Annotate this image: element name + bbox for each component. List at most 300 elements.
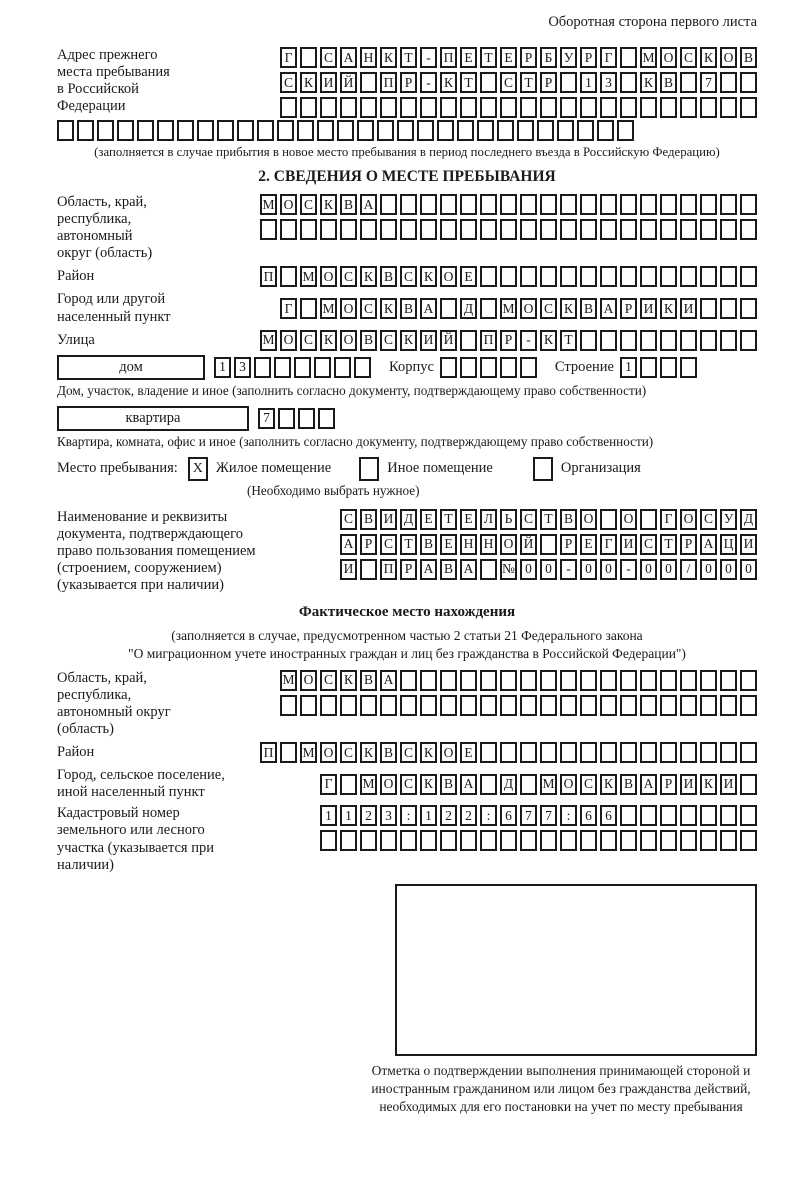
char-cell[interactable] xyxy=(520,97,537,118)
char-cell[interactable] xyxy=(320,219,337,240)
char-cell[interactable] xyxy=(278,408,295,429)
char-cell[interactable]: 7 xyxy=(258,408,275,429)
char-cell[interactable]: М xyxy=(280,670,297,691)
char-cell[interactable] xyxy=(700,97,717,118)
char-cell[interactable] xyxy=(380,830,397,851)
char-cell[interactable] xyxy=(680,72,697,93)
char-cell[interactable] xyxy=(560,742,577,763)
char-cell[interactable] xyxy=(420,670,437,691)
char-cell[interactable] xyxy=(720,298,737,319)
char-cell[interactable]: : xyxy=(560,805,577,826)
char-cell[interactable]: 6 xyxy=(580,805,597,826)
char-cell[interactable]: М xyxy=(300,742,317,763)
char-cell[interactable]: К xyxy=(320,330,337,351)
char-cell[interactable] xyxy=(720,219,737,240)
char-cell[interactable]: № xyxy=(500,559,517,580)
char-cell[interactable]: Ь xyxy=(500,509,517,530)
char-cell[interactable]: 0 xyxy=(540,559,557,580)
char-cell[interactable]: В xyxy=(400,298,417,319)
char-cell[interactable] xyxy=(740,805,757,826)
char-cell[interactable] xyxy=(560,830,577,851)
char-cell[interactable] xyxy=(700,219,717,240)
char-cell[interactable] xyxy=(640,695,657,716)
char-cell[interactable] xyxy=(660,266,677,287)
char-cell[interactable]: В xyxy=(620,774,637,795)
char-cell[interactable] xyxy=(460,695,477,716)
char-cell[interactable]: К xyxy=(400,330,417,351)
char-cell[interactable]: М xyxy=(540,774,557,795)
char-cell[interactable] xyxy=(380,194,397,215)
char-cell[interactable]: 0 xyxy=(640,559,657,580)
char-cell[interactable]: М xyxy=(260,330,277,351)
char-cell[interactable] xyxy=(660,357,677,378)
char-cell[interactable] xyxy=(640,805,657,826)
char-cell[interactable]: К xyxy=(700,774,717,795)
char-cell[interactable] xyxy=(500,742,517,763)
char-cell[interactable] xyxy=(540,670,557,691)
char-cell[interactable] xyxy=(460,330,477,351)
char-cell[interactable] xyxy=(620,97,637,118)
char-cell[interactable] xyxy=(440,670,457,691)
char-cell[interactable]: К xyxy=(420,742,437,763)
char-cell[interactable] xyxy=(480,72,497,93)
char-cell[interactable]: : xyxy=(480,805,497,826)
char-cell[interactable]: Т xyxy=(660,534,677,555)
char-cell[interactable] xyxy=(660,742,677,763)
char-cell[interactable] xyxy=(260,219,277,240)
char-cell[interactable] xyxy=(280,266,297,287)
char-cell[interactable]: П xyxy=(380,559,397,580)
char-cell[interactable]: Г xyxy=(600,534,617,555)
char-cell[interactable] xyxy=(480,670,497,691)
char-cell[interactable] xyxy=(640,266,657,287)
char-cell[interactable] xyxy=(217,120,234,141)
char-cell[interactable]: С xyxy=(400,742,417,763)
char-cell[interactable] xyxy=(680,670,697,691)
char-cell[interactable]: В xyxy=(360,509,377,530)
char-cell[interactable]: П xyxy=(480,330,497,351)
char-cell[interactable] xyxy=(460,670,477,691)
char-cell[interactable] xyxy=(337,120,354,141)
char-cell[interactable] xyxy=(580,670,597,691)
char-cell[interactable] xyxy=(517,120,534,141)
char-cell[interactable]: В xyxy=(740,47,757,68)
char-cell[interactable] xyxy=(520,695,537,716)
char-cell[interactable]: 2 xyxy=(360,805,377,826)
char-cell[interactable]: 0 xyxy=(720,559,737,580)
char-cell[interactable] xyxy=(660,695,677,716)
char-cell[interactable]: - xyxy=(560,559,577,580)
char-cell[interactable] xyxy=(720,72,737,93)
char-cell[interactable]: И xyxy=(680,774,697,795)
char-cell[interactable]: А xyxy=(700,534,717,555)
char-cell[interactable] xyxy=(740,72,757,93)
char-cell[interactable]: Е xyxy=(460,742,477,763)
char-cell[interactable] xyxy=(417,120,434,141)
char-cell[interactable] xyxy=(680,695,697,716)
char-cell[interactable] xyxy=(720,695,737,716)
char-cell[interactable] xyxy=(660,219,677,240)
char-cell[interactable]: 3 xyxy=(380,805,397,826)
char-cell[interactable]: А xyxy=(420,559,437,580)
char-cell[interactable]: М xyxy=(500,298,517,319)
char-cell[interactable] xyxy=(720,194,737,215)
char-cell[interactable] xyxy=(340,830,357,851)
char-cell[interactable] xyxy=(440,194,457,215)
char-cell[interactable] xyxy=(600,97,617,118)
char-cell[interactable] xyxy=(620,330,637,351)
char-cell[interactable] xyxy=(500,266,517,287)
char-cell[interactable] xyxy=(177,120,194,141)
char-cell[interactable]: С xyxy=(280,72,297,93)
char-cell[interactable] xyxy=(620,695,637,716)
char-cell[interactable] xyxy=(437,120,454,141)
char-cell[interactable] xyxy=(237,120,254,141)
char-cell[interactable]: Г xyxy=(280,298,297,319)
char-cell[interactable]: С xyxy=(340,742,357,763)
char-cell[interactable] xyxy=(700,830,717,851)
char-cell[interactable] xyxy=(354,357,371,378)
char-cell[interactable] xyxy=(580,742,597,763)
char-cell[interactable] xyxy=(460,97,477,118)
char-cell[interactable]: 3 xyxy=(234,357,251,378)
char-cell[interactable]: Т xyxy=(560,330,577,351)
char-cell[interactable]: Г xyxy=(660,509,677,530)
char-cell[interactable] xyxy=(480,695,497,716)
char-cell[interactable] xyxy=(334,357,351,378)
organization-checkbox[interactable] xyxy=(533,457,553,481)
char-cell[interactable]: С xyxy=(400,774,417,795)
char-cell[interactable] xyxy=(600,830,617,851)
char-cell[interactable] xyxy=(520,357,537,378)
char-cell[interactable] xyxy=(318,408,335,429)
char-cell[interactable]: С xyxy=(300,330,317,351)
char-cell[interactable]: С xyxy=(320,670,337,691)
char-cell[interactable] xyxy=(377,120,394,141)
char-cell[interactable] xyxy=(300,219,317,240)
char-cell[interactable] xyxy=(600,695,617,716)
char-cell[interactable] xyxy=(640,357,657,378)
char-cell[interactable]: К xyxy=(340,670,357,691)
char-cell[interactable] xyxy=(420,830,437,851)
char-cell[interactable] xyxy=(400,670,417,691)
char-cell[interactable]: С xyxy=(580,774,597,795)
char-cell[interactable] xyxy=(400,97,417,118)
char-cell[interactable]: Р xyxy=(620,298,637,319)
char-cell[interactable]: 6 xyxy=(500,805,517,826)
char-cell[interactable] xyxy=(420,97,437,118)
char-cell[interactable] xyxy=(460,219,477,240)
char-cell[interactable] xyxy=(540,266,557,287)
char-cell[interactable] xyxy=(600,266,617,287)
char-cell[interactable] xyxy=(540,695,557,716)
char-cell[interactable]: В xyxy=(440,774,457,795)
char-cell[interactable] xyxy=(317,120,334,141)
char-cell[interactable] xyxy=(440,219,457,240)
char-cell[interactable] xyxy=(460,194,477,215)
char-cell[interactable]: А xyxy=(460,559,477,580)
char-cell[interactable] xyxy=(620,670,637,691)
char-cell[interactable] xyxy=(537,120,554,141)
char-cell[interactable]: 2 xyxy=(440,805,457,826)
char-cell[interactable]: П xyxy=(440,47,457,68)
char-cell[interactable] xyxy=(420,194,437,215)
char-cell[interactable]: О xyxy=(380,774,397,795)
char-cell[interactable] xyxy=(360,559,377,580)
char-cell[interactable] xyxy=(560,97,577,118)
char-cell[interactable] xyxy=(580,194,597,215)
char-cell[interactable] xyxy=(720,266,737,287)
char-cell[interactable] xyxy=(560,695,577,716)
char-cell[interactable] xyxy=(400,830,417,851)
char-cell[interactable] xyxy=(620,194,637,215)
char-cell[interactable] xyxy=(480,357,497,378)
char-cell[interactable] xyxy=(700,670,717,691)
char-cell[interactable]: Г xyxy=(320,774,337,795)
char-cell[interactable] xyxy=(540,219,557,240)
char-cell[interactable] xyxy=(274,357,291,378)
char-cell[interactable]: О xyxy=(340,330,357,351)
char-cell[interactable]: С xyxy=(320,47,337,68)
char-cell[interactable]: С xyxy=(700,509,717,530)
char-cell[interactable] xyxy=(660,194,677,215)
char-cell[interactable] xyxy=(357,120,374,141)
char-cell[interactable]: Р xyxy=(660,774,677,795)
char-cell[interactable]: О xyxy=(680,509,697,530)
char-cell[interactable] xyxy=(340,695,357,716)
char-cell[interactable] xyxy=(720,830,737,851)
char-cell[interactable]: 7 xyxy=(540,805,557,826)
char-cell[interactable]: И xyxy=(640,298,657,319)
char-cell[interactable] xyxy=(520,830,537,851)
char-cell[interactable] xyxy=(500,194,517,215)
char-cell[interactable] xyxy=(577,120,594,141)
char-cell[interactable] xyxy=(720,670,737,691)
char-cell[interactable]: 0 xyxy=(520,559,537,580)
char-cell[interactable]: Н xyxy=(460,534,477,555)
char-cell[interactable]: А xyxy=(340,534,357,555)
char-cell[interactable] xyxy=(680,194,697,215)
char-cell[interactable]: 3 xyxy=(600,72,617,93)
char-cell[interactable] xyxy=(580,219,597,240)
char-cell[interactable]: В xyxy=(440,559,457,580)
char-cell[interactable] xyxy=(497,120,514,141)
char-cell[interactable] xyxy=(640,509,657,530)
char-cell[interactable] xyxy=(480,830,497,851)
char-cell[interactable]: С xyxy=(400,266,417,287)
char-cell[interactable]: О xyxy=(560,774,577,795)
char-cell[interactable] xyxy=(117,120,134,141)
char-cell[interactable]: В xyxy=(560,509,577,530)
char-cell[interactable]: И xyxy=(740,534,757,555)
char-cell[interactable] xyxy=(620,72,637,93)
char-cell[interactable] xyxy=(540,830,557,851)
char-cell[interactable] xyxy=(620,219,637,240)
char-cell[interactable] xyxy=(480,194,497,215)
char-cell[interactable]: К xyxy=(420,774,437,795)
char-cell[interactable]: М xyxy=(300,266,317,287)
char-cell[interactable]: Т xyxy=(460,72,477,93)
char-cell[interactable] xyxy=(680,97,697,118)
char-cell[interactable]: И xyxy=(340,559,357,580)
char-cell[interactable] xyxy=(580,266,597,287)
char-cell[interactable]: Л xyxy=(480,509,497,530)
char-cell[interactable]: 0 xyxy=(600,559,617,580)
char-cell[interactable] xyxy=(560,266,577,287)
char-cell[interactable] xyxy=(740,298,757,319)
char-cell[interactable]: П xyxy=(260,266,277,287)
char-cell[interactable]: К xyxy=(380,298,397,319)
char-cell[interactable]: М xyxy=(360,774,377,795)
char-cell[interactable] xyxy=(480,774,497,795)
char-cell[interactable]: О xyxy=(300,670,317,691)
char-cell[interactable] xyxy=(400,695,417,716)
char-cell[interactable] xyxy=(440,298,457,319)
char-cell[interactable] xyxy=(680,742,697,763)
char-cell[interactable]: О xyxy=(660,47,677,68)
char-cell[interactable]: В xyxy=(580,298,597,319)
char-cell[interactable] xyxy=(620,47,637,68)
char-cell[interactable] xyxy=(640,670,657,691)
char-cell[interactable] xyxy=(600,194,617,215)
char-cell[interactable]: П xyxy=(380,72,397,93)
char-cell[interactable] xyxy=(480,219,497,240)
char-cell[interactable] xyxy=(457,120,474,141)
char-cell[interactable]: О xyxy=(580,509,597,530)
char-cell[interactable]: 1 xyxy=(420,805,437,826)
char-cell[interactable] xyxy=(540,742,557,763)
char-cell[interactable] xyxy=(660,97,677,118)
char-cell[interactable]: Т xyxy=(400,47,417,68)
char-cell[interactable] xyxy=(320,97,337,118)
char-cell[interactable] xyxy=(600,219,617,240)
char-cell[interactable]: 6 xyxy=(600,805,617,826)
char-cell[interactable] xyxy=(597,120,614,141)
char-cell[interactable]: 0 xyxy=(660,559,677,580)
char-cell[interactable]: О xyxy=(280,194,297,215)
char-cell[interactable] xyxy=(460,830,477,851)
char-cell[interactable]: 0 xyxy=(580,559,597,580)
char-cell[interactable]: Г xyxy=(280,47,297,68)
char-cell[interactable]: Б xyxy=(540,47,557,68)
char-cell[interactable]: К xyxy=(360,266,377,287)
char-cell[interactable] xyxy=(640,194,657,215)
char-cell[interactable]: С xyxy=(680,47,697,68)
char-cell[interactable]: Е xyxy=(460,47,477,68)
char-cell[interactable]: Е xyxy=(500,47,517,68)
char-cell[interactable] xyxy=(314,357,331,378)
char-cell[interactable] xyxy=(380,97,397,118)
char-cell[interactable] xyxy=(480,97,497,118)
char-cell[interactable]: К xyxy=(360,742,377,763)
char-cell[interactable]: О xyxy=(620,509,637,530)
char-cell[interactable] xyxy=(57,120,74,141)
char-cell[interactable]: Р xyxy=(560,534,577,555)
char-cell[interactable]: Ц xyxy=(720,534,737,555)
char-cell[interactable]: К xyxy=(700,47,717,68)
char-cell[interactable] xyxy=(580,695,597,716)
char-cell[interactable]: У xyxy=(560,47,577,68)
char-cell[interactable] xyxy=(660,670,677,691)
char-cell[interactable]: О xyxy=(320,266,337,287)
char-cell[interactable]: В xyxy=(380,742,397,763)
char-cell[interactable] xyxy=(720,742,737,763)
char-cell[interactable]: А xyxy=(460,774,477,795)
char-cell[interactable]: И xyxy=(620,534,637,555)
char-cell[interactable] xyxy=(720,97,737,118)
char-cell[interactable] xyxy=(620,266,637,287)
char-cell[interactable]: О xyxy=(320,742,337,763)
char-cell[interactable] xyxy=(257,120,274,141)
char-cell[interactable]: А xyxy=(360,194,377,215)
char-cell[interactable] xyxy=(480,742,497,763)
char-cell[interactable] xyxy=(560,72,577,93)
char-cell[interactable] xyxy=(280,219,297,240)
char-cell[interactable]: К xyxy=(560,298,577,319)
char-cell[interactable] xyxy=(280,695,297,716)
char-cell[interactable] xyxy=(680,219,697,240)
char-cell[interactable]: Т xyxy=(480,47,497,68)
char-cell[interactable]: О xyxy=(440,266,457,287)
residential-premises-checkbox[interactable]: X xyxy=(188,457,208,481)
char-cell[interactable] xyxy=(700,330,717,351)
char-cell[interactable] xyxy=(320,695,337,716)
char-cell[interactable] xyxy=(620,742,637,763)
char-cell[interactable]: А xyxy=(340,47,357,68)
char-cell[interactable] xyxy=(340,97,357,118)
char-cell[interactable]: - xyxy=(420,47,437,68)
char-cell[interactable]: Р xyxy=(500,330,517,351)
char-cell[interactable] xyxy=(197,120,214,141)
char-cell[interactable] xyxy=(640,830,657,851)
char-cell[interactable]: М xyxy=(260,194,277,215)
char-cell[interactable]: К xyxy=(380,47,397,68)
char-cell[interactable]: И xyxy=(720,774,737,795)
char-cell[interactable] xyxy=(500,695,517,716)
char-cell[interactable] xyxy=(360,97,377,118)
char-cell[interactable] xyxy=(380,219,397,240)
char-cell[interactable] xyxy=(680,830,697,851)
char-cell[interactable]: К xyxy=(440,72,457,93)
char-cell[interactable]: Й xyxy=(340,72,357,93)
char-cell[interactable]: Е xyxy=(460,266,477,287)
char-cell[interactable] xyxy=(300,47,317,68)
char-cell[interactable]: С xyxy=(640,534,657,555)
char-cell[interactable] xyxy=(580,830,597,851)
char-cell[interactable]: У xyxy=(720,509,737,530)
char-cell[interactable]: С xyxy=(500,72,517,93)
char-cell[interactable] xyxy=(640,742,657,763)
char-cell[interactable]: С xyxy=(540,298,557,319)
char-cell[interactable]: Е xyxy=(460,509,477,530)
char-cell[interactable] xyxy=(680,805,697,826)
char-cell[interactable]: Й xyxy=(440,330,457,351)
char-cell[interactable] xyxy=(700,742,717,763)
char-cell[interactable] xyxy=(360,219,377,240)
char-cell[interactable]: О xyxy=(720,47,737,68)
char-cell[interactable] xyxy=(360,830,377,851)
char-cell[interactable]: Д xyxy=(400,509,417,530)
char-cell[interactable] xyxy=(740,830,757,851)
char-cell[interactable] xyxy=(660,830,677,851)
char-cell[interactable] xyxy=(700,266,717,287)
char-cell[interactable] xyxy=(460,357,477,378)
char-cell[interactable]: Р xyxy=(580,47,597,68)
char-cell[interactable]: Р xyxy=(680,534,697,555)
char-cell[interactable]: А xyxy=(420,298,437,319)
char-cell[interactable] xyxy=(420,219,437,240)
char-cell[interactable]: И xyxy=(380,509,397,530)
